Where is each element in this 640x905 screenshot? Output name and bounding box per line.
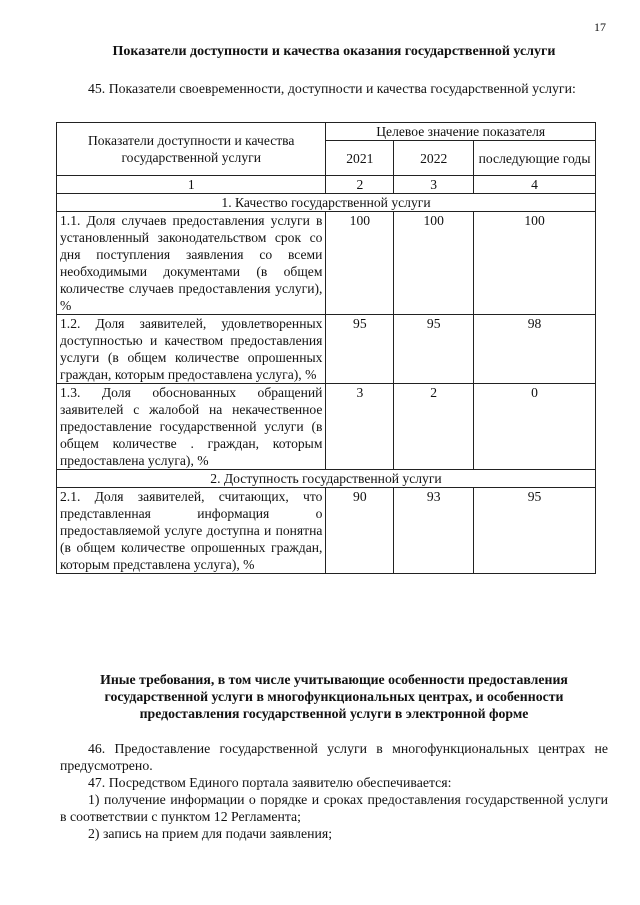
column-number: 3 bbox=[394, 176, 474, 194]
column-number: 1 bbox=[57, 176, 326, 194]
value-2021: 100 bbox=[326, 212, 394, 315]
kpi-table bbox=[56, 122, 596, 574]
value-later: 0 bbox=[474, 384, 596, 470]
section-title: 1. Качество государственной услуги bbox=[57, 194, 596, 212]
header-year-2021: 2021 bbox=[326, 141, 394, 176]
value-2022: 2 bbox=[394, 384, 474, 470]
section-row-accessibility bbox=[57, 470, 596, 488]
table-header-row bbox=[57, 123, 596, 141]
value-2021: 3 bbox=[326, 384, 394, 470]
table-row bbox=[57, 212, 596, 315]
page-number: 17 bbox=[594, 20, 606, 34]
table-row bbox=[57, 384, 596, 470]
column-number: 2 bbox=[326, 176, 394, 194]
header-target: Целевое значение показателя bbox=[326, 123, 596, 141]
value-later: 95 bbox=[474, 488, 596, 574]
column-number-row bbox=[57, 176, 596, 194]
value-2022: 93 bbox=[394, 488, 474, 574]
header-year-2022: 2022 bbox=[394, 141, 474, 176]
section-row-quality bbox=[57, 194, 596, 212]
list-item-2: 2) запись на прием для подачи заявления; bbox=[88, 826, 333, 841]
header-indicator: Показатели доступности и качества государственной услуги bbox=[57, 123, 326, 176]
value-2022: 100 bbox=[394, 212, 474, 315]
column-number: 4 bbox=[474, 176, 596, 194]
intro-paragraph: 45. Показатели своевременности, доступности и качества государственной услуги: bbox=[88, 81, 576, 96]
value-later: 100 bbox=[474, 212, 596, 315]
section-title: 2. Доступность государственной услуги bbox=[57, 470, 596, 488]
list-item-1: 1) получение информации о порядке и сроках предоставления государственной услуги в соответствии с пунктом 12 Регламента; bbox=[60, 792, 608, 824]
paragraph-47: 47. Посредством Единого портала заявителю обеспечивается: bbox=[88, 775, 452, 790]
value-2021: 90 bbox=[326, 488, 394, 574]
value-later: 98 bbox=[474, 315, 596, 384]
section-heading: Иные требования, в том числе учитывающие особенности предоставления государственной услуги в многофункциональных центрах, и особенности предоставления государственной услуги в электронной форме bbox=[100, 672, 568, 721]
value-2022: 95 bbox=[394, 315, 474, 384]
paragraph-46: 46. Предоставление государственной услуги в многофункциональных центрах не предусмотрено. bbox=[60, 741, 608, 773]
value-2021: 95 bbox=[326, 315, 394, 384]
indicator-label: 1.1. Доля случаев предоставления услуги в установленный законодательством срок со дня поступления заявления со всеми необходимыми документами (в общем количестве случаев предоставления услуги), % bbox=[57, 212, 326, 315]
table-row bbox=[57, 488, 596, 574]
table-row bbox=[57, 315, 596, 384]
indicator-label: 1.3. Доля обоснованных обращений заявителей с жалобой на некачественное предоставление государственной услуги (в общем количестве . граждан, которым предоставлена услуга), % bbox=[57, 384, 326, 470]
indicator-label: 2.1. Доля заявителей, считающих, что представленная информация о предоставляемой услуге доступна и понятна (в общем количестве опрошенных граждан, которым представлена услуга), % bbox=[57, 488, 326, 574]
document-title: Показатели доступности и качества оказания государственной услуги bbox=[112, 44, 556, 59]
header-year-later: последующие годы bbox=[474, 141, 596, 176]
indicator-label: 1.2. Доля заявителей, удовлетворенных доступностью и качеством предоставления услуги (в общем количестве опрошенных граждан, которым предоставлена услуга), % bbox=[57, 315, 326, 384]
